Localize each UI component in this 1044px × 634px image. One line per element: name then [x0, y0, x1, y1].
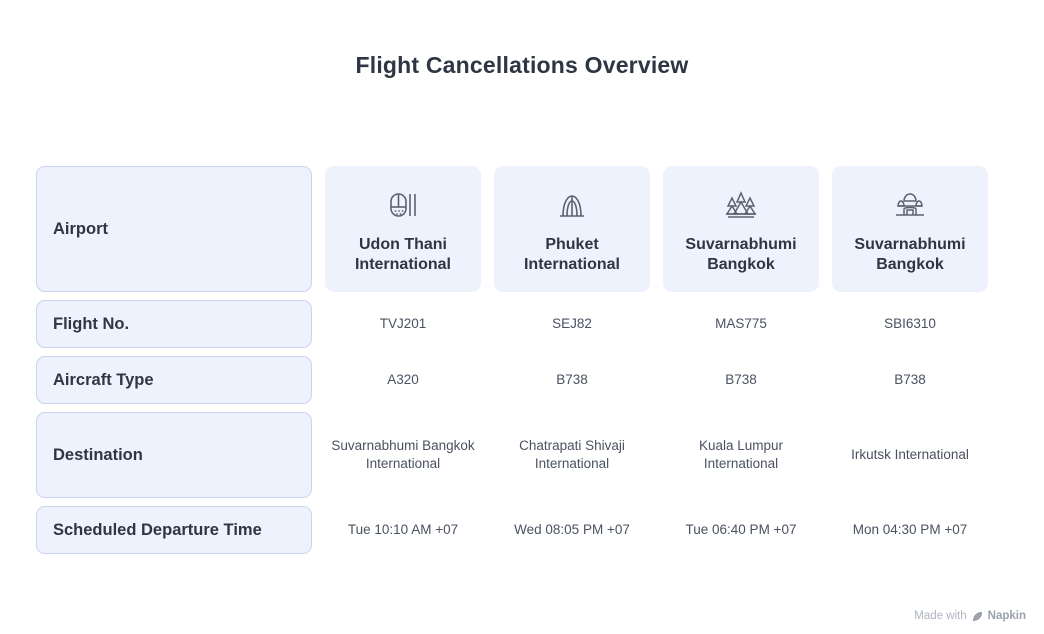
row-label-text: Flight No.	[53, 314, 130, 333]
airport-card-3	[663, 166, 819, 292]
table-row-destination	[36, 412, 1008, 498]
destination-value-2: Chatrapati Shivaji International	[519, 437, 625, 471]
aircraft-type-value-1: A320	[387, 371, 419, 387]
row-label-airport	[36, 166, 312, 292]
airport-name: Suvarnabhumi Bangkok	[685, 236, 797, 273]
table-row-flight-no	[36, 300, 1008, 348]
flight-no-value-1: TVJ201	[379, 315, 427, 331]
airport-card-1	[325, 166, 481, 292]
row-label-text: Airport	[53, 219, 108, 238]
row-label-destination	[36, 412, 312, 498]
table-row-airport	[36, 166, 1008, 292]
airport-name: Udon Thani International	[354, 236, 451, 273]
row-label-text: Aircraft Type	[53, 370, 154, 389]
destination-value-3: Kuala Lumpur International	[698, 437, 784, 471]
table-row-scheduled-departure-time	[36, 506, 1008, 554]
airport-card-4	[832, 166, 988, 292]
flight-no-value-3: MAS775	[715, 315, 767, 331]
flight-cancellations-table	[36, 166, 1008, 562]
watermark-prefix: Made with	[914, 610, 967, 622]
aircraft-type-value-3: B738	[725, 371, 757, 387]
destination-value-4: Irkutsk International	[851, 446, 969, 462]
row-label-scheduled-departure-time	[36, 506, 312, 554]
departure-time-value-1: Tue 10:10 AM +07	[347, 521, 459, 537]
aircraft-type-value-2: B738	[556, 371, 588, 387]
watermark	[914, 610, 1026, 622]
row-label-text: Destination	[53, 445, 143, 464]
flight-no-value-4: SBI6310	[884, 315, 936, 331]
watermark-brand: Napkin	[987, 610, 1026, 622]
diagram-page	[0, 52, 1044, 634]
aircraft-type-value-4: B738	[894, 371, 926, 387]
row-label-flight-no	[36, 300, 312, 348]
flight-no-value-2: SEJ82	[552, 315, 592, 331]
temple-icon	[719, 183, 763, 227]
departure-time-value-3: Tue 06:40 PM +07	[685, 521, 797, 537]
airport-terminal-icon	[383, 183, 423, 227]
departure-time-value-4: Mon 04:30 PM +07	[852, 521, 968, 537]
row-label-aircraft-type	[36, 356, 312, 404]
airport-name: Suvarnabhumi Bangkok	[854, 236, 966, 273]
airport-arch-icon	[552, 183, 592, 227]
table-row-aircraft-type	[36, 356, 1008, 404]
napkin-leaf-icon	[972, 611, 983, 622]
airport-name: Phuket International	[523, 236, 620, 273]
airport-card-2	[494, 166, 650, 292]
destination-value-1: Suvarnabhumi Bangkok International	[331, 437, 475, 471]
departure-time-value-2: Wed 08:05 PM +07	[514, 521, 630, 537]
row-label-text: Scheduled Departure Time	[53, 520, 262, 539]
page-title: Flight Cancellations Overview	[355, 52, 689, 78]
temple-dome-icon	[888, 183, 932, 227]
